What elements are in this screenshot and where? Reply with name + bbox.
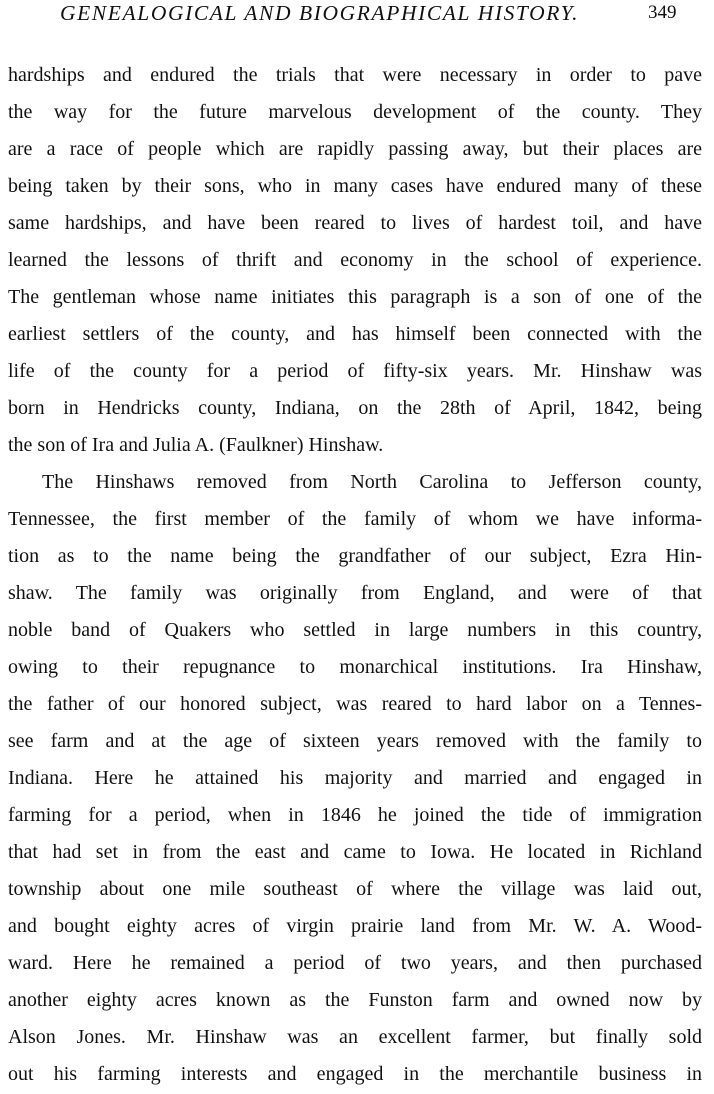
text-line: learned the lessons of thrift and economy in the school of experience. — [8, 249, 702, 271]
text-line: noble band of Quakers who settled in large numbers in this country, — [8, 619, 702, 641]
paragraph-start-line: The Hinshaws removed from North Carolina to Jefferson county, — [42, 471, 702, 493]
text-line: Alson Jones. Mr. Hinshaw was an excellent farmer, but finally sold — [8, 1026, 702, 1048]
text-line: earliest settlers of the county, and has himself been connected with the — [8, 323, 702, 345]
text-line: owing to their repugnance to monarchical institutions. Ira Hinshaw, — [8, 656, 702, 678]
text-line: same hardships, and have been reared to lives of hardest toil, and have — [8, 212, 702, 234]
paragraph-end-line: the son of Ira and Julia A. (Faulkner) Hinshaw. — [8, 434, 384, 456]
text-line: the way for the future marvelous development of the county. They — [8, 101, 702, 123]
text-line: shaw. The family was originally from England, and were of that — [8, 582, 702, 604]
text-line: farming for a period, when in 1846 he joined the tide of immigration — [8, 804, 702, 826]
text-line: that had set in from the east and came to Iowa. He located in Richland — [8, 841, 702, 863]
text-line: The gentleman whose name initiates this paragraph is a son of one of the — [8, 286, 702, 308]
text-line: township about one mile southeast of where the village was laid out, — [8, 878, 702, 900]
text-line: ward. Here he remained a period of two years, and then purchased — [8, 952, 702, 974]
text-line: hardships and endured the trials that were necessary in order to pave — [8, 64, 702, 86]
text-line: out his farming interests and engaged in the merchantile business in — [8, 1063, 702, 1085]
text-line: and bought eighty acres of virgin prairie land from Mr. W. A. Wood- — [8, 915, 702, 937]
text-line: life of the county for a period of fifty-six years. Mr. Hinshaw was — [8, 360, 702, 382]
text-line: another eighty acres known as the Funston farm and owned now by — [8, 989, 702, 1011]
text-line: tion as to the name being the grandfather of our subject, Ezra Hin- — [8, 545, 702, 567]
page-number: 349 — [648, 2, 677, 23]
text-line: being taken by their sons, who in many cases have endured many of these — [8, 175, 702, 197]
text-line: are a race of people which are rapidly passing away, but their places are — [8, 138, 702, 160]
text-line: Tennessee, the first member of the family of whom we have informa- — [8, 508, 702, 530]
page-header — [0, 0, 714, 30]
text-line: see farm and at the age of sixteen years removed with the family to — [8, 730, 702, 752]
text-line: born in Hendricks county, Indiana, on the 28th of April, 1842, being — [8, 397, 702, 419]
text-line: the father of our honored subject, was reared to hard labor on a Tennes- — [8, 693, 702, 715]
running-title: GENEALOGICAL AND BIOGRAPHICAL HISTORY. — [60, 1, 580, 25]
text-line: Indiana. Here he attained his majority and married and engaged in — [8, 767, 702, 789]
